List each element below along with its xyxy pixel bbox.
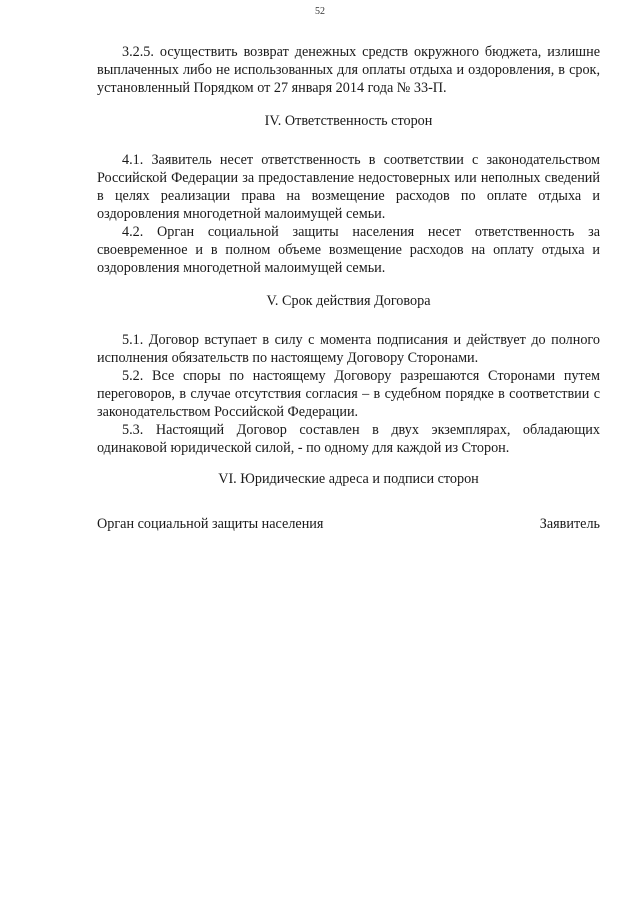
clause-5-3: 5.3. Настоящий Договор составлен в двух экземплярах, обладающих одинаковой юридической силой, - по одному для каждой из Сторон.: [97, 422, 600, 456]
page-number: 52: [315, 6, 325, 17]
clause-4-2: 4.2. Орган социальной защиты населения несет ответственность за своевременное и в полном объеме возмещение расходов на оплату отдыха и оздоровления многодетной малоимущей семьи.: [97, 224, 600, 276]
clause-3-2-5: 3.2.5. осуществить возврат денежных средств окружного бюджета, излишне выплаченных либо не использованных для оплаты отдыха и оздоровления, в срок, установленный Порядком от 27 января 2014 года № 33-П.: [97, 44, 600, 96]
signature-left-label: Орган социальной защиты населения: [97, 516, 324, 532]
clause-5-1: 5.1. Договор вступает в силу с момента подписания и действует до полного исполнения обязательств по настоящему Договору Сторонами.: [97, 332, 600, 366]
signature-right-label: Заявитель: [539, 516, 600, 532]
section-4-title: IV. Ответственность сторон: [264, 113, 433, 129]
clause-4-1: 4.1. Заявитель несет ответственность в соответствии с законодательством Российской Федерации за предоставление недостоверных или неполных сведений в целях реализации права на возмещение расходов по оплате отдыха и оздоровления многодетной малоимущей семьи.: [97, 152, 600, 222]
signature-block: [97, 515, 600, 533]
document-body: [97, 43, 600, 533]
section-5-title: V. Срок действия Договора: [266, 293, 431, 309]
clause-5-2: 5.2. Все споры по настоящему Договору разрешаются Сторонами путем переговоров, в случае отсутствия согласия – в судебном порядке в соответствии с законодательством Российской Федерации.: [97, 368, 600, 420]
section-6-title: VI. Юридические адреса и подписи сторон: [218, 471, 479, 487]
